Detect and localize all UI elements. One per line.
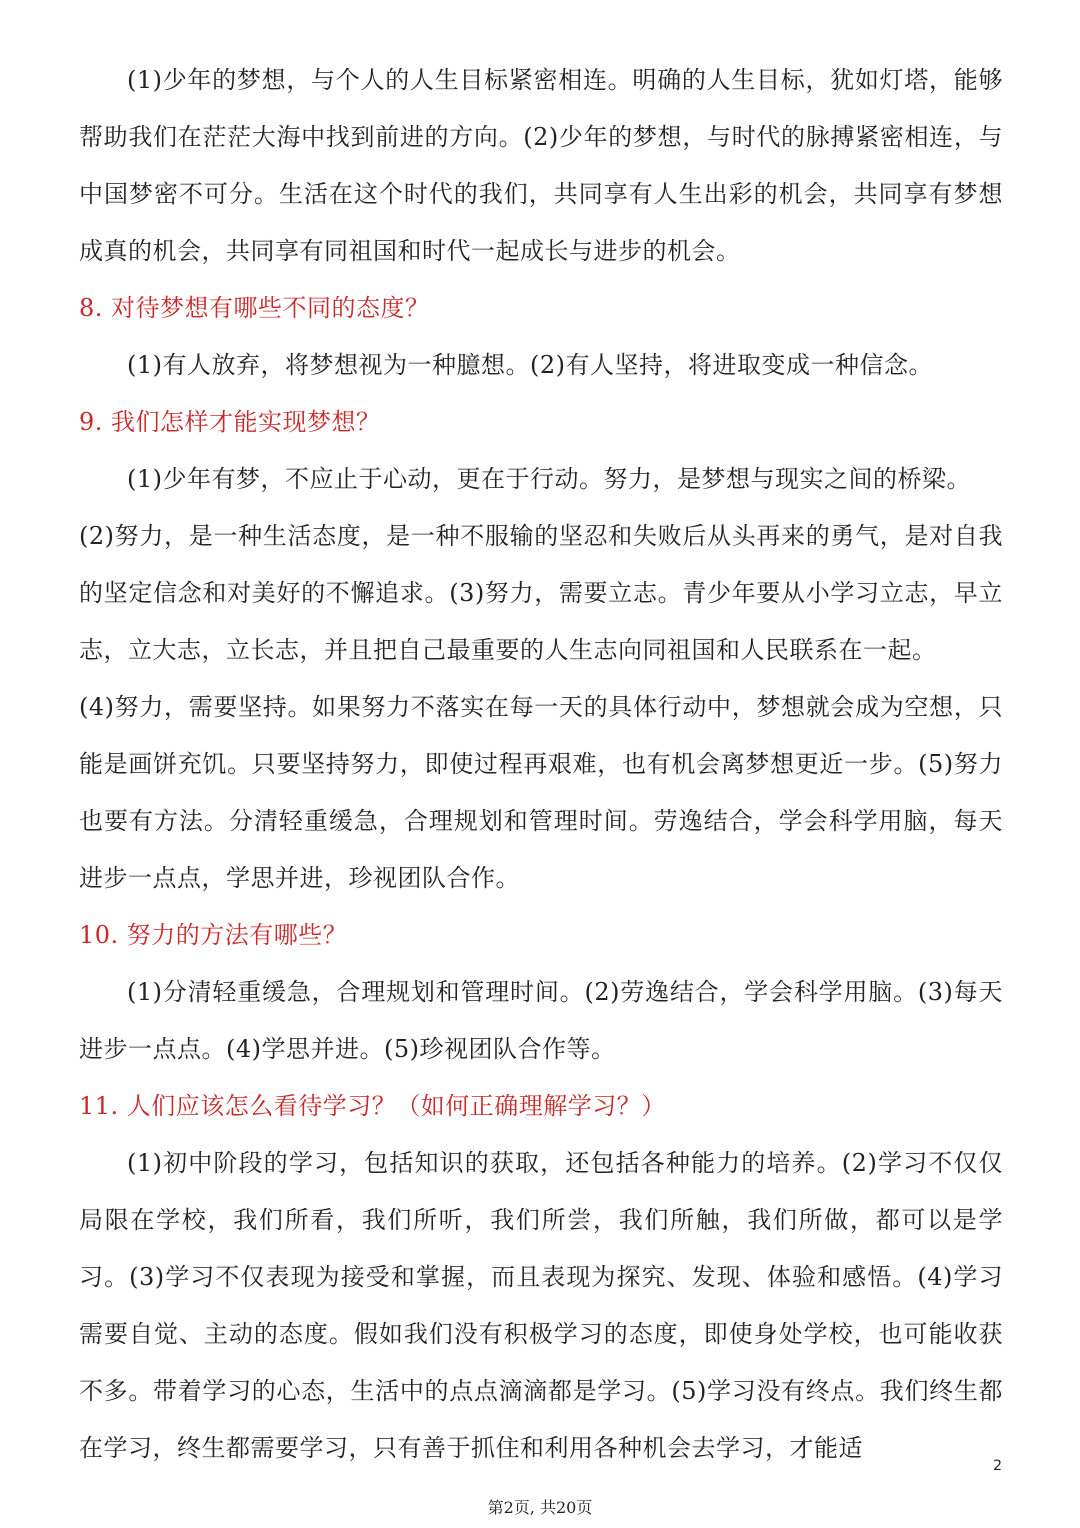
- paragraph: (2)努力，是一种生活态度，是一种不服输的坚忍和失败后从头再来的勇气，是对自我的坚定信念和对美好的不懈追求。(3)努力，需要立志。青少年要从小学习立志，早立志，立大志，立长志，并且把自己最重要的人生志向同祖国和人民联系在一起。: [79, 522, 1003, 664]
- page-corner-number: 2: [993, 1458, 1002, 1474]
- page-footer: 第2页, 共20页: [487, 1498, 593, 1517]
- paragraph: (1)有人放弃，将梦想视为一种臆想。(2)有人坚持，将进取变成一种信念。: [127, 351, 933, 379]
- question-heading: 8. 对待梦想有哪些不同的态度？: [79, 294, 430, 322]
- question-heading: 11. 人们应该怎么看待学习？（如何正确理解学习？）: [79, 1092, 666, 1120]
- paragraph: (1)分清轻重缓急，合理规划和管理时间。(2)劳逸结合，学会科学用脑。(3)每天进步一点点。(4)学思并进。(5)珍视团队合作等。: [79, 978, 1003, 1063]
- paragraph: (1)初中阶段的学习，包括知识的获取，还包括各种能力的培养。(2)学习不仅仅局限在学校，我们所看，我们所听，我们所尝，我们所触，我们所做，都可以是学习。(3)学习不仅表现为接受和掌握，而且表现为探究、发现、体验和感悟。(4)学习需要自觉、主动的态度。假如我们没有积极学习的态度，即使身处学校，也可能收获不多。带着学习的心态，生活中的点点滴滴都是学习。(5)学习没有终点。我们终生都在学习，终生都需要学习，只有善于抓住和利用各种机会去学习，才能适: [79, 1149, 1003, 1462]
- document-body: [79, 52, 1003, 1477]
- paragraph: (1)少年有梦，不应止于心动，更在于行动。努力，是梦想与现实之间的桥梁。: [127, 465, 971, 493]
- paragraph: (1)少年的梦想，与个人的人生目标紧密相连。明确的人生目标，犹如灯塔，能够帮助我们在茫茫大海中找到前进的方向。(2)少年的梦想，与时代的脉搏紧密相连，与中国梦密不可分。生活在这个时代的我们，共同享有人生出彩的机会，共同享有梦想成真的机会，共同享有同祖国和时代一起成长与进步的机会。: [79, 66, 1003, 265]
- paragraph: (4)努力，需要坚持。如果努力不落实在每一天的具体行动中，梦想就会成为空想，只能是画饼充饥。只要坚持努力，即使过程再艰难，也有机会离梦想更近一步。(5)努力也要有方法。分清轻重缓急，合理规划和管理时间。劳逸结合，学会科学用脑，每天进步一点点，学思并进，珍视团队合作。: [79, 693, 1003, 892]
- question-heading: 10. 努力的方法有哪些？: [79, 921, 348, 949]
- question-heading: 9. 我们怎样才能实现梦想？: [79, 408, 381, 436]
